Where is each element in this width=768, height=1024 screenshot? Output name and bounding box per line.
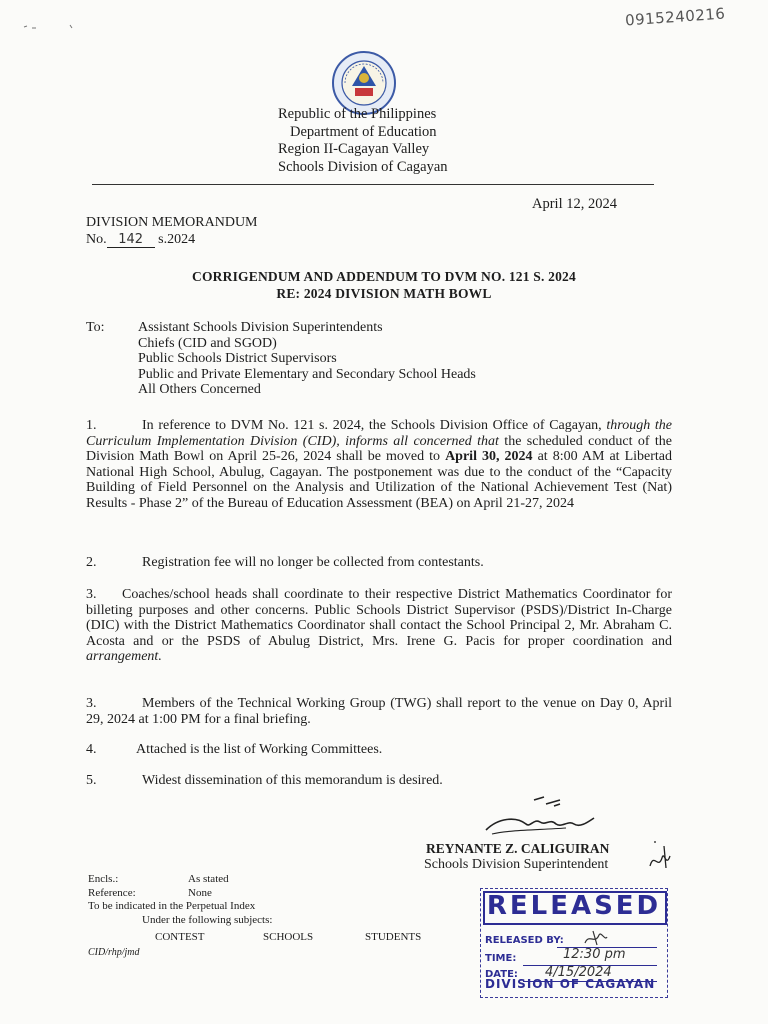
- paragraph-6: [86, 773, 672, 789]
- letterhead-division: Schools Division of Cagayan: [278, 158, 448, 175]
- memo-number: [86, 231, 258, 248]
- to-label: To:: [86, 320, 105, 335]
- paragraph-1: [86, 418, 672, 512]
- stamp-time-value: 12:30 pm: [563, 947, 626, 962]
- paragraph-text: Attached is the list of Working Committees.: [136, 742, 383, 757]
- stamp-released-by-signature: [581, 929, 611, 947]
- paragraph-italic-text: through the Curriculum Implementation Division (CID), informs all concerned that: [86, 418, 672, 449]
- paragraph-number: 5.: [86, 773, 97, 788]
- stamp-time-label: TIME:: [485, 953, 517, 964]
- memo-title: [0, 268, 768, 302]
- recipient-list: [138, 320, 476, 398]
- paragraph-number: 3.: [86, 696, 97, 711]
- paragraph-text: Members of the Technical Working Group (TWG) shall report to the venue on Day 0, April 29, 2024 at 1:00 PM for a final briefing.: [86, 696, 672, 727]
- reference-value: None: [188, 886, 212, 899]
- stamp-division: DIVISION OF CAGAYAN: [485, 977, 656, 991]
- paragraph-number: 3.: [86, 587, 97, 602]
- paragraph-text: at 8:00 AM at Libertad National High School, Abulug, Cagayan. The postponement was due to the conduct of the “Capacity Building of Field Personnel on the Analysis and Utilization of the National Achievement Test (Nat) Results - Phase 2” of the Bureau of Education Assessment (BEA) on April 21-27, 2024: [86, 449, 672, 511]
- signatory-name: REYNANTE Z. CALIGUIRAN: [426, 841, 610, 856]
- subject-list: [155, 931, 421, 943]
- scan-marks: [22, 22, 82, 32]
- stamp-released-by-label: RELEASED BY:: [485, 935, 564, 946]
- memo-no-prefix: No.: [86, 232, 107, 247]
- initial-mark: [644, 838, 676, 874]
- recipient-item: Assistant Schools Division Superintendents: [138, 320, 383, 335]
- enclosure-row: [88, 873, 272, 887]
- handwritten-serial: 0915240216: [624, 4, 726, 30]
- paragraph-5: [86, 742, 672, 758]
- released-stamp: [480, 888, 668, 998]
- paragraph-2: [86, 555, 672, 571]
- reference-initials: CID/rhp/jmd: [88, 947, 140, 958]
- stamp-date-label: DATE:: [485, 969, 518, 980]
- reference-label: Reference:: [88, 886, 136, 899]
- paragraph-number: 1.: [86, 418, 97, 433]
- paragraph-number: 2.: [86, 555, 97, 570]
- letterhead-republic: Republic of the Philippines: [278, 106, 437, 122]
- recipient-item: Public Schools District Supervisors: [138, 351, 337, 366]
- reference-row: [88, 887, 272, 901]
- enclosure-block: [88, 873, 272, 927]
- memo-no-value: 142: [107, 233, 155, 248]
- subject-item: CONTEST: [155, 931, 205, 943]
- letterhead-region: Region II-Cagayan Valley: [278, 141, 430, 157]
- subject-item: STUDENTS: [365, 931, 422, 943]
- paragraph-4: [86, 696, 672, 727]
- memo-series: s.2024: [158, 232, 196, 247]
- recipient-item: Chiefs (CID and SGOD): [138, 335, 277, 351]
- signature-mark: [468, 794, 608, 842]
- memo-type: DIVISION MEMORANDUM: [86, 215, 258, 230]
- paragraph-text: Widest dissemination of this memorandum is desired.: [142, 773, 443, 788]
- recipient-item: Public and Private Elementary and Secondary School Heads: [138, 366, 476, 382]
- perpetual-index-note: To be indicated in the Perpetual Index: [88, 900, 256, 912]
- paragraph-text: Coaches/school heads shall coordinate to their respective District Mathematics Coordinator for billeting purposes and other concerns. Public Schools District Supervisor (PSDS)/District In-Charge (DIC) with the District Mathematics Coordinator shall contact the School Principal 2, Mr. Abraham C. Acosta and or the PSDS of Abulug District, Mrs. Irene G. Pacis for proper coordination and: [86, 587, 672, 649]
- paragraph-italic-text: arrangement.: [86, 649, 162, 665]
- stamp-title: RELEASED: [486, 891, 662, 921]
- letterhead: [278, 106, 448, 176]
- letterhead-department: Department of Education: [290, 123, 437, 140]
- paragraph-text: In reference to DVM No. 121 s. 2024, the Schools Division Office of Cagayan,: [142, 418, 607, 433]
- recipient-item: All Others Concerned: [138, 382, 261, 397]
- subject-item: SCHOOLS: [263, 931, 314, 943]
- paragraph-number: 4.: [86, 742, 97, 757]
- header-divider: [92, 184, 654, 185]
- memo-title-line1: CORRIGENDUM AND ADDENDUM TO DVM NO. 121 S. 2024: [192, 269, 576, 284]
- paragraph-text: the scheduled conduct of the Division Math Bowl on April 25-26, 2024 shall be moved to: [86, 433, 673, 465]
- subjects-note: Under the following subjects:: [142, 913, 273, 926]
- paragraph-3: [86, 587, 672, 665]
- memo-title-line2: RE: 2024 DIVISION MATH BOWL: [276, 286, 492, 301]
- paragraph-text: Registration fee will no longer be collected from contestants.: [142, 555, 484, 570]
- stamp-date-value: 4/15/2024: [545, 965, 612, 980]
- memo-number-block: [86, 214, 258, 248]
- encls-label: Encls.:: [88, 873, 119, 885]
- memo-date: April 12, 2024: [532, 196, 617, 212]
- encls-value: As stated: [188, 873, 229, 885]
- signatory-position: Schools Division Superintendent: [424, 857, 609, 872]
- new-date-highlight: April 30, 2024: [445, 449, 533, 465]
